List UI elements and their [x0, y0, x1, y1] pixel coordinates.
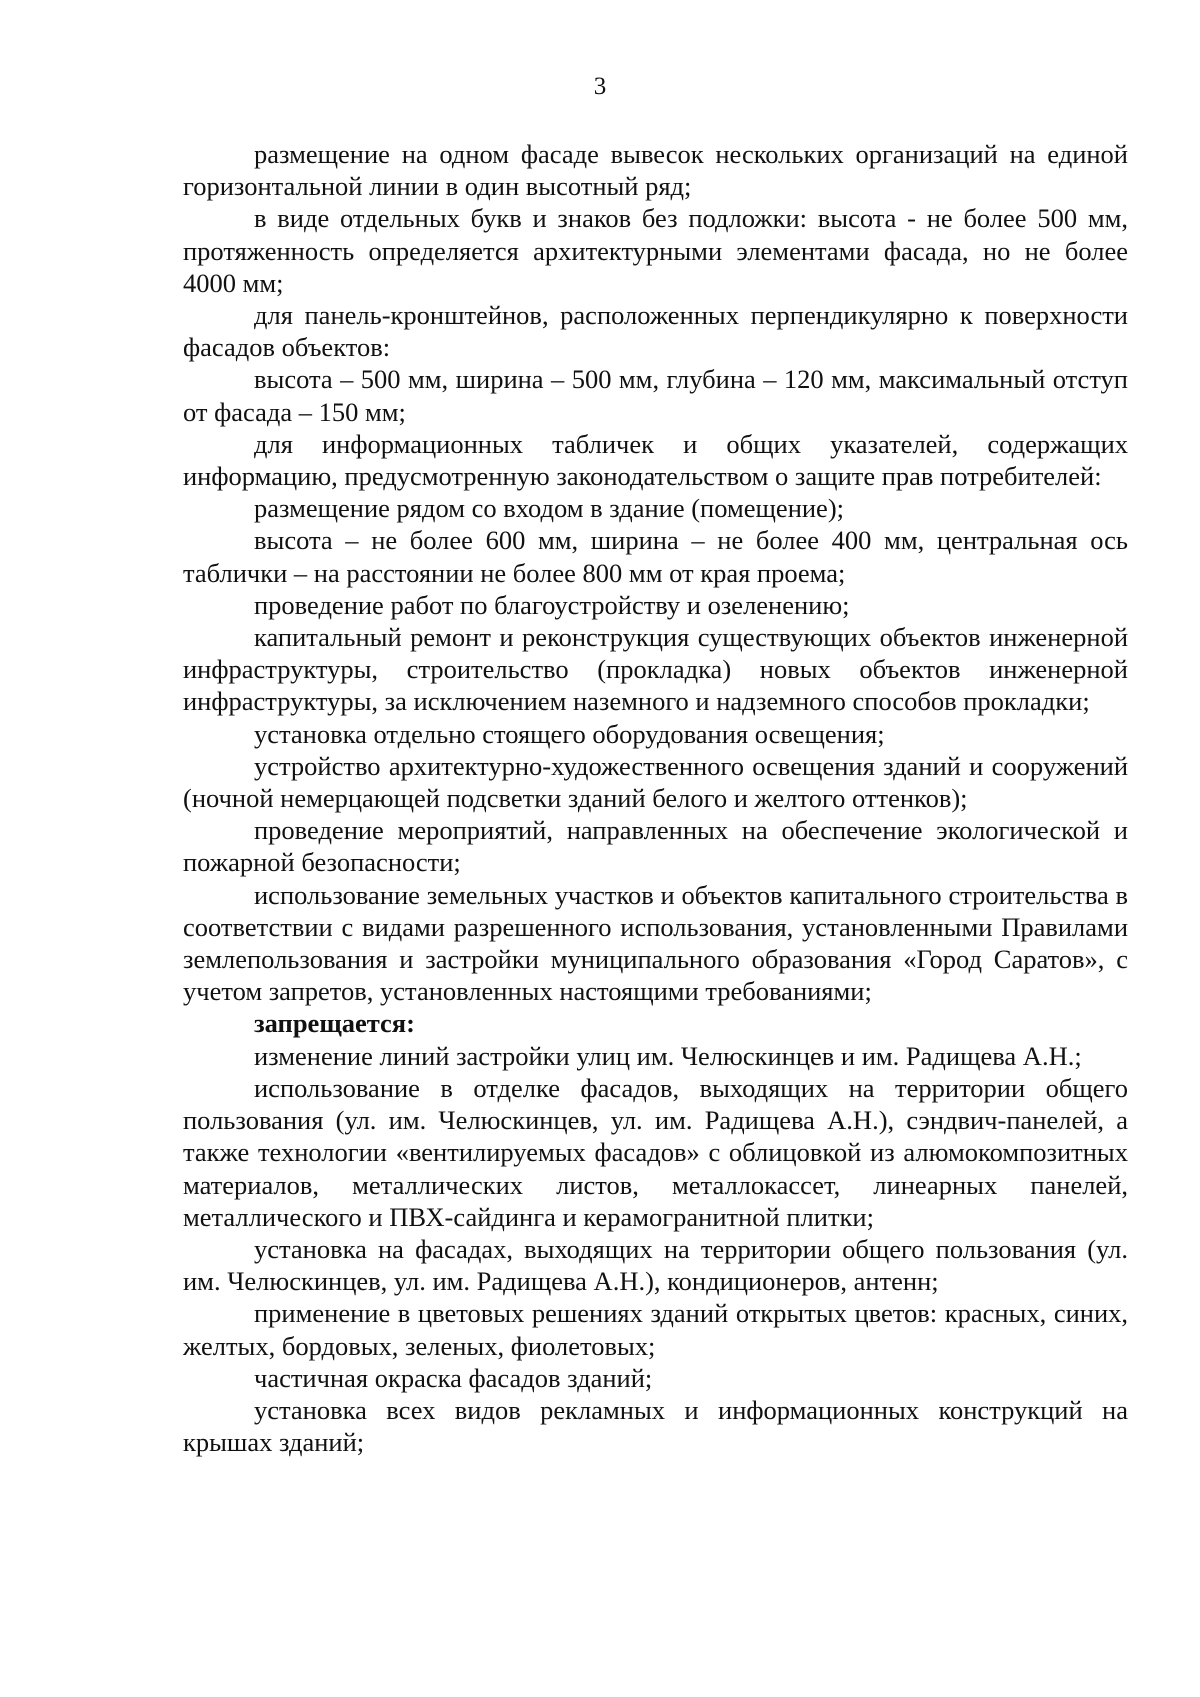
paragraph: высота – не более 600 мм, ширина – не более 400 мм, центральная ось таблички – на расстоянии не более 800 мм от края проема; — [183, 525, 1128, 588]
paragraph: капитальный ремонт и реконструкция существующих объектов инженерной инфраструктуры, строительство (прокладка) новых объектов инженерной инфраструктуры, за исключением наземного и надземного способов прокладки; — [183, 622, 1128, 717]
paragraph: установка всех видов рекламных и информационных конструкций на крышах зданий; — [183, 1394, 1128, 1458]
paragraph: изменение линий застройки улиц им. Челюскинцев и им. Радищева А.Н.; — [254, 1040, 1082, 1071]
page-number: 3 — [593, 73, 607, 100]
paragraph: проведение работ по благоустройству и озеленению; — [254, 589, 850, 620]
document-body — [183, 138, 1128, 1458]
paragraph: частичная окраска фасадов зданий; — [254, 1362, 653, 1393]
paragraph: установка на фасадах, выходящих на территории общего пользования (ул. им. Челюскинцев, ул. им. Радищева А.Н.), кондиционеров, антенн; — [183, 1233, 1128, 1297]
paragraph: в виде отдельных букв и знаков без подложки: высота - не более 500 мм, протяженность определяется архитектурными элементами фасада, но не более 4000 мм; — [183, 203, 1128, 298]
paragraph: высота – 500 мм, ширина – 500 мм, глубина – 120 мм, максимальный отступ от фасада – 150 мм; — [183, 364, 1128, 427]
paragraph: размещение рядом со входом в здание (помещение); — [254, 493, 845, 524]
paragraph: использование земельных участков и объектов капитального строительства в соответствии с видами разрешенного использования, установленными Правилами землепользования и застройки муниципального образования «Город Саратов», с учетом запретов, установленных настоящими требованиями; — [183, 879, 1128, 1007]
paragraph: для информационных табличек и общих указателей, содержащих информацию, предусмотренную законодательством о защите прав потребителей: — [183, 428, 1128, 492]
paragraph: установка отдельно стоящего оборудования освещения; — [254, 718, 885, 749]
section-heading-prohibited: запрещается: — [254, 1008, 415, 1039]
paragraph: проведение мероприятий, направленных на обеспечение экологической и пожарной безопасности; — [183, 815, 1128, 878]
paragraph: для панель-кронштейнов, расположенных перпендикулярно к поверхности фасадов объектов: — [183, 300, 1128, 363]
paragraph: размещение на одном фасаде вывесок нескольких организаций на единой горизонтальной линии в один высотный ряд; — [183, 139, 1128, 202]
paragraph: устройство архитектурно-художественного освещения зданий и сооружений (ночной немерцающей подсветки зданий белого и желтого оттенков); — [183, 750, 1128, 814]
paragraph: применение в цветовых решениях зданий открытых цветов: красных, синих, желтых, бордовых, зеленых, фиолетовых; — [183, 1298, 1128, 1361]
paragraph: использование в отделке фасадов, выходящих на территории общего пользования (ул. им. Челюскинцев, ул. им. Радищева А.Н.), сэндвич-панелей, а также технологии «вентилируемых фасадов» с облицовкой из алюмокомпозитных материалов, металлических листов, металлокассет, линеарных панелей, металлического и ПВХ-сайдинга и керамогранитной плитки; — [183, 1072, 1128, 1232]
